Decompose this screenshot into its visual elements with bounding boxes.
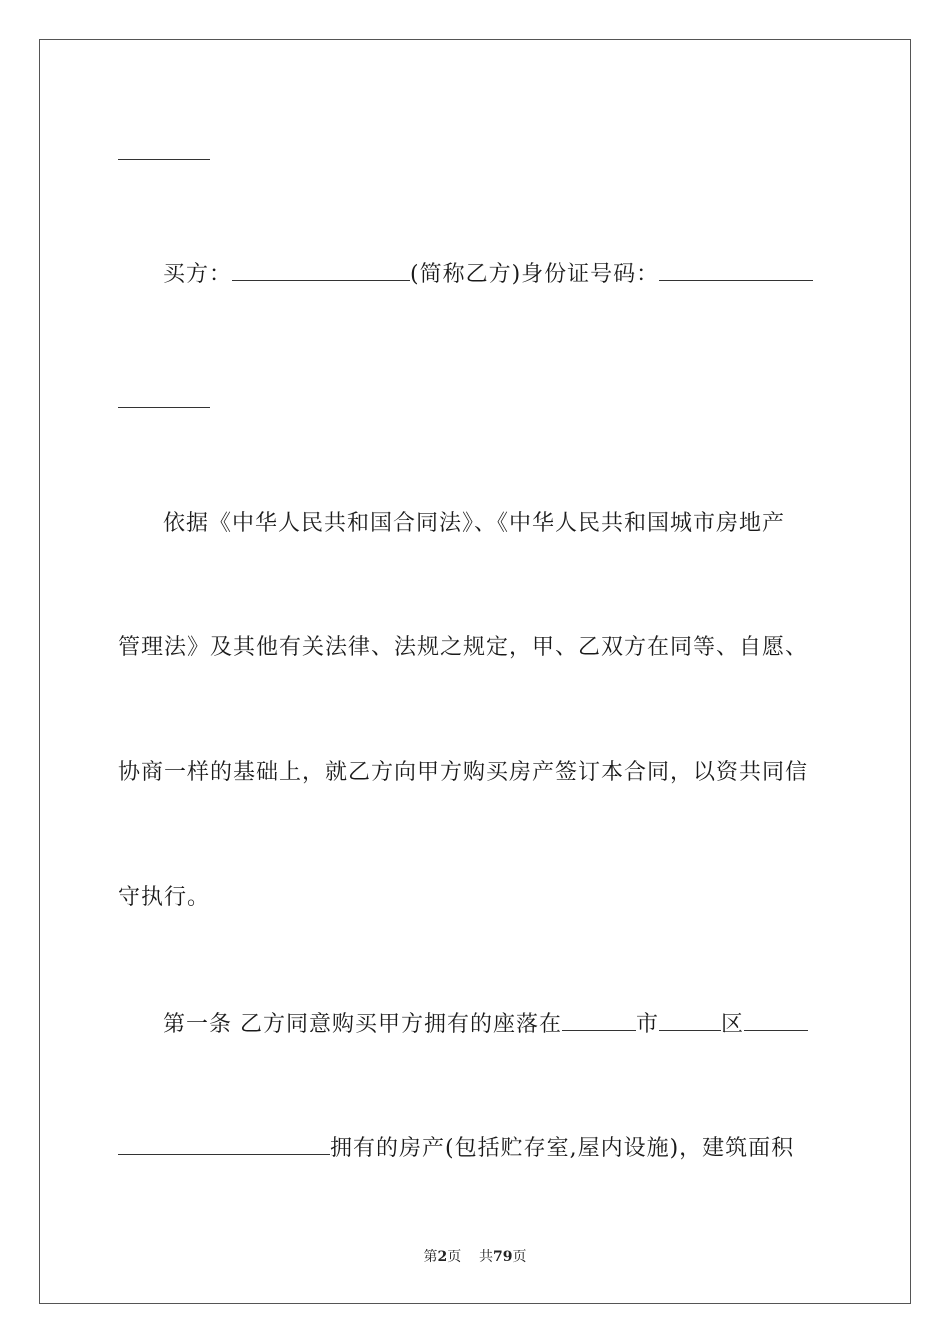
basis-line-4: 守执行。	[118, 885, 211, 910]
article1-line-2	[118, 1132, 794, 1164]
basis-line-3: 协商一样的基础上，就乙方向甲方购买房产签订本合同，以资共同信	[118, 760, 809, 785]
article1-line-1	[163, 1008, 808, 1040]
address-blank[interactable]	[744, 1008, 808, 1031]
buyer-line	[163, 258, 813, 290]
total-prefix: 共	[479, 1249, 494, 1265]
page-border	[39, 39, 911, 1304]
basis-line-2: 管理法》及其他有关法律、法规之规定，甲、乙双方在同等、自愿、	[118, 635, 809, 660]
page-footer	[0, 1247, 950, 1267]
page-number: 2	[437, 1249, 448, 1265]
district-blank[interactable]	[659, 1008, 721, 1031]
blank-line-top[interactable]	[118, 158, 210, 160]
buyer-id-blank[interactable]	[659, 258, 813, 281]
buyer-id-blank-continued[interactable]	[118, 406, 210, 408]
address-blank-continued[interactable]	[118, 1132, 330, 1155]
city-blank[interactable]	[562, 1008, 636, 1031]
page-suffix: 页	[447, 1249, 462, 1265]
buyer-name-blank[interactable]	[232, 258, 410, 281]
total-suffix: 页	[512, 1249, 527, 1265]
basis-line-1: 依据《中华人民共和国合同法》、《中华人民共和国城市房地产	[163, 511, 786, 536]
page-prefix: 第	[423, 1249, 438, 1265]
buyer-label: 买方：	[163, 262, 233, 287]
district-label: 区	[721, 1012, 745, 1037]
article1-line-2-text: 拥有的房产(包括贮存室,屋内设施)，建筑面积	[330, 1136, 795, 1161]
total-pages: 79	[493, 1249, 513, 1265]
article1-prefix: 第一条 乙方同意购买甲方拥有的座落在	[163, 1012, 562, 1037]
city-label: 市	[636, 1012, 660, 1037]
buyer-abbrev: (简称乙方)身份证号码：	[410, 262, 660, 287]
